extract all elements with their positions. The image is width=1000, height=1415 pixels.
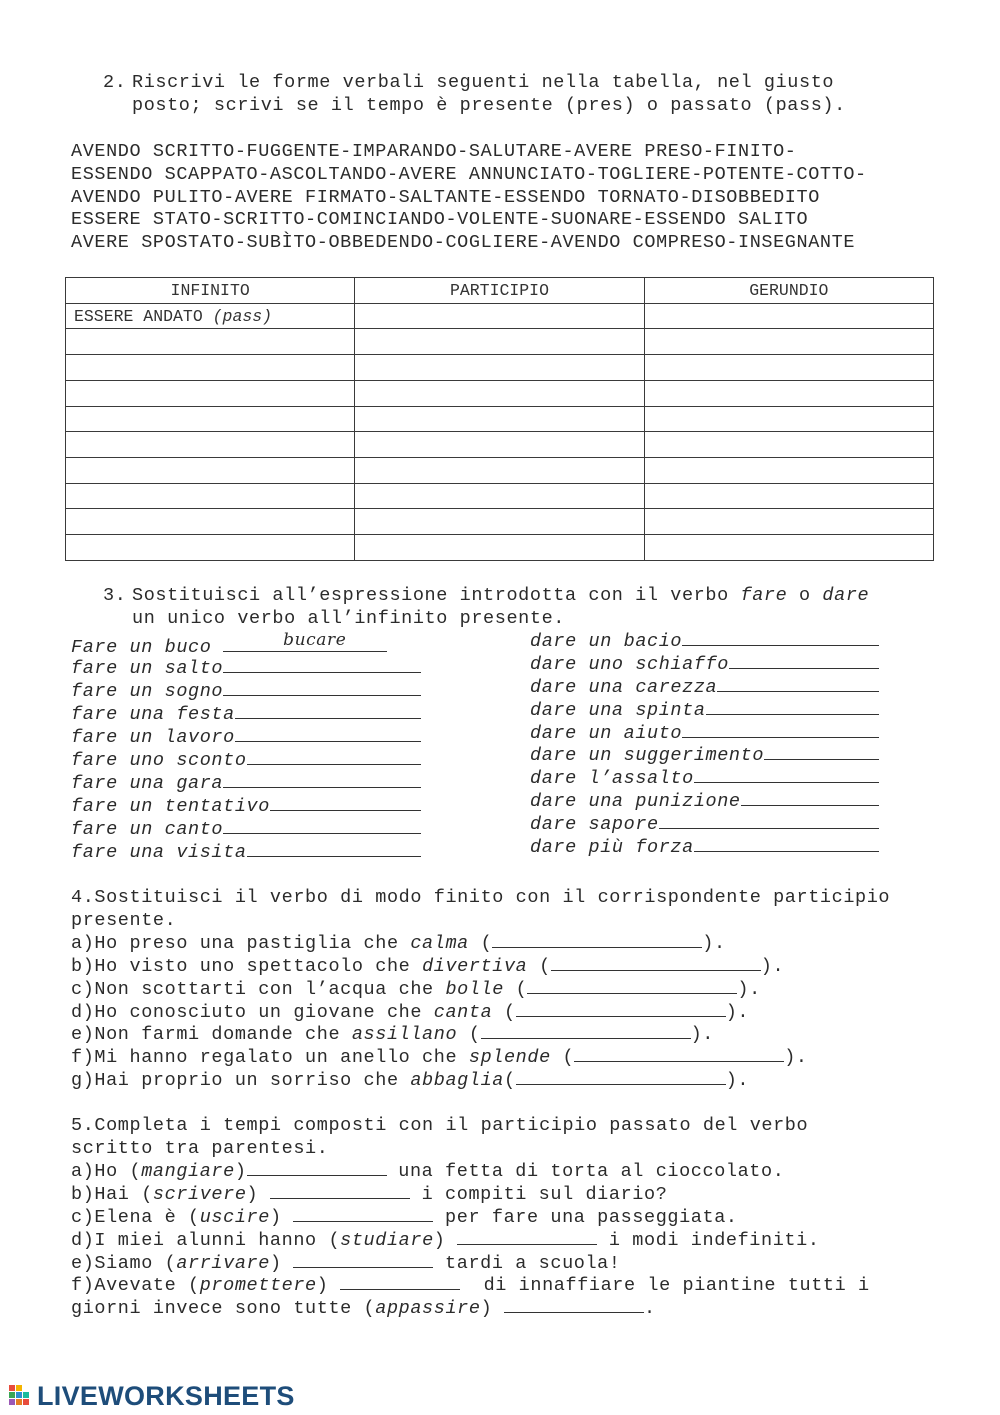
paren-close: ). bbox=[702, 933, 726, 954]
finite-verb: canta bbox=[433, 1002, 493, 1023]
infinitive-verb: arrivare bbox=[176, 1253, 270, 1274]
expression-text: fare un salto bbox=[71, 658, 224, 679]
answer-blank[interactable] bbox=[574, 1046, 784, 1062]
answer-blank[interactable] bbox=[223, 630, 387, 652]
sentence-text: di innaffiare le piantine tutti i bbox=[460, 1275, 870, 1296]
paren-open: ( bbox=[527, 956, 551, 977]
expression-text: fare uno sconto bbox=[71, 750, 247, 771]
ex3-right-item bbox=[530, 813, 879, 836]
answer-blank[interactable] bbox=[516, 1069, 726, 1085]
ex3-left-item bbox=[71, 680, 421, 703]
answer-blank[interactable] bbox=[659, 813, 879, 829]
answer-blank[interactable] bbox=[729, 653, 879, 669]
paren-open: ( bbox=[503, 979, 528, 1000]
sentence-text: i modi indefiniti. bbox=[597, 1230, 820, 1251]
ex4-title-line2: presente. bbox=[71, 910, 177, 931]
table-cell[interactable] bbox=[66, 406, 355, 432]
sentence-text: c)Non scottarti con l’acqua che bbox=[71, 979, 446, 1000]
header-gerundio: GERUNDIO bbox=[644, 278, 933, 304]
sentence-text: f)Mi hanno regalato un anello che bbox=[71, 1047, 469, 1068]
ex5-item bbox=[71, 1160, 784, 1183]
ex3-right-item bbox=[530, 676, 879, 699]
infinitive-verb: promettere bbox=[199, 1275, 317, 1296]
ex4-item bbox=[71, 978, 761, 1001]
table-cell[interactable] bbox=[355, 303, 644, 329]
answer-blank[interactable] bbox=[481, 1023, 691, 1039]
paren-close: ) bbox=[480, 1298, 504, 1319]
answer-blank[interactable] bbox=[223, 772, 421, 788]
expression-text: dare uno schiaffo bbox=[530, 654, 729, 675]
table-cell[interactable] bbox=[355, 329, 644, 355]
ex5-title-line2: scritto tra parentesi. bbox=[71, 1138, 329, 1159]
ex2-words-line3: AVENDO PULITO-AVERE FIRMATO-SALTANTE-ESSENDO TORNATO-DISOBBEDITO bbox=[71, 187, 820, 208]
paren-open: ( bbox=[468, 933, 493, 954]
expression-text: fare un tentativo bbox=[71, 796, 270, 817]
expression-text: dare un bacio bbox=[530, 631, 683, 652]
ex2-words-line2: ESSENDO SCAPPATO-ASCOLTANDO-AVERE ANNUNCIATO-TOGLIERE-POTENTE-COTTO- bbox=[71, 164, 867, 185]
ex3-right-item bbox=[530, 722, 879, 745]
answer-blank[interactable] bbox=[293, 1206, 433, 1222]
table-cell[interactable] bbox=[66, 509, 355, 535]
sentence-text: e)Siamo ( bbox=[71, 1253, 177, 1274]
sentence-text: giorni invece sono tutte ( bbox=[71, 1298, 376, 1319]
sentence-text: per fare una passeggiata. bbox=[433, 1207, 738, 1228]
ex2-words-line4: ESSERE STATO-SCRITTO-COMINCIANDO-VOLENTE-SUONARE-ESSENDO SALITO bbox=[71, 209, 809, 230]
ex5-item bbox=[71, 1206, 738, 1229]
sentence-text: a)Ho preso una pastiglia che bbox=[71, 933, 411, 954]
ex5-item bbox=[71, 1252, 621, 1275]
ex3-instruction-line1 bbox=[132, 584, 869, 607]
ex3-right-item bbox=[530, 767, 879, 790]
table-cell[interactable] bbox=[644, 535, 933, 561]
table-cell[interactable] bbox=[644, 406, 933, 432]
table-cell[interactable] bbox=[644, 329, 933, 355]
answer-blank[interactable] bbox=[516, 1001, 726, 1017]
finite-verb: abbaglia bbox=[410, 1070, 504, 1091]
ex5-item bbox=[71, 1297, 656, 1320]
ex4-item bbox=[71, 955, 784, 978]
answer-blank[interactable] bbox=[223, 680, 421, 696]
finite-verb: splende bbox=[468, 1047, 551, 1068]
sentence-text: b)Hai ( bbox=[71, 1184, 153, 1205]
answer-blank[interactable] bbox=[270, 1183, 410, 1199]
paren-close: ). bbox=[725, 1070, 750, 1091]
infinitive-verb: studiare bbox=[340, 1230, 434, 1251]
answer-blank[interactable] bbox=[247, 841, 421, 857]
expression-text: dare una carezza bbox=[530, 677, 718, 698]
answer-blank[interactable] bbox=[694, 836, 879, 852]
answer-blank[interactable] bbox=[682, 630, 879, 646]
answer-blank[interactable] bbox=[717, 676, 879, 692]
sentence-text: i compiti sul diario? bbox=[409, 1184, 668, 1205]
expression-text: dare sapore bbox=[530, 814, 659, 835]
table-cell[interactable] bbox=[644, 483, 933, 509]
table-cell[interactable] bbox=[66, 483, 355, 509]
expression-text: fare una gara bbox=[71, 773, 224, 794]
expression-text: dare una spinta bbox=[530, 700, 706, 721]
sentence-text: tardi a scuola! bbox=[433, 1253, 621, 1274]
table-cell[interactable] bbox=[355, 483, 644, 509]
paren-close: ) bbox=[269, 1253, 294, 1274]
table-cell[interactable] bbox=[355, 406, 644, 432]
answer-blank[interactable] bbox=[293, 1252, 433, 1268]
ex5-item bbox=[71, 1274, 870, 1297]
ex3-left-item bbox=[71, 726, 421, 749]
ex2-number: 2. bbox=[103, 72, 127, 93]
paren-close: ) bbox=[316, 1275, 341, 1296]
table-cell[interactable] bbox=[355, 432, 644, 458]
ex3-right-item bbox=[530, 790, 879, 813]
infinitive-verb: appassire bbox=[375, 1298, 481, 1319]
answer-blank[interactable] bbox=[247, 1160, 387, 1176]
ex3-right-item bbox=[530, 836, 879, 859]
answer-blank[interactable] bbox=[764, 744, 879, 760]
ex3-left-item bbox=[71, 841, 421, 864]
ex3-left-item bbox=[71, 749, 421, 772]
table-cell[interactable] bbox=[355, 458, 644, 484]
answer-blank[interactable] bbox=[527, 978, 737, 994]
expression-text: dare una punizione bbox=[530, 791, 741, 812]
ex3-dare-word: dare bbox=[822, 585, 870, 606]
table-cell[interactable] bbox=[355, 355, 644, 381]
paren-close: ) bbox=[433, 1230, 458, 1251]
finite-verb: assillano bbox=[351, 1024, 458, 1045]
infinitive-verb: scrivere bbox=[152, 1184, 247, 1205]
answer-blank[interactable] bbox=[340, 1274, 460, 1290]
answer-blank[interactable] bbox=[247, 749, 421, 765]
table-cell[interactable] bbox=[66, 380, 355, 406]
table-cell[interactable] bbox=[355, 509, 644, 535]
paren-close: ). bbox=[737, 979, 761, 1000]
sentence-text: b)Ho visto uno spettacolo che bbox=[71, 956, 423, 977]
ex4-item bbox=[71, 1023, 714, 1046]
sentence-text: e)Non farmi domande che bbox=[71, 1024, 352, 1045]
period: . bbox=[643, 1298, 656, 1319]
sentence-text: g)Hai proprio un sorriso che bbox=[71, 1070, 411, 1091]
paren-close: ) bbox=[269, 1207, 294, 1228]
table-cell[interactable] bbox=[644, 458, 933, 484]
table-cell[interactable] bbox=[355, 535, 644, 561]
ex3-right-item bbox=[530, 630, 879, 653]
paren-open: ( bbox=[550, 1047, 575, 1068]
expression-text: dare l’assalto bbox=[530, 768, 694, 789]
sentence-text: d)I miei alunni hanno ( bbox=[71, 1230, 341, 1251]
table-cell[interactable] bbox=[644, 432, 933, 458]
ex3-right-item bbox=[530, 744, 879, 767]
answer-blank[interactable] bbox=[492, 932, 702, 948]
ex3-left-item bbox=[71, 657, 421, 680]
answer-blank[interactable] bbox=[741, 790, 879, 806]
example-cell bbox=[66, 303, 355, 329]
paren-close: ). bbox=[760, 956, 785, 977]
expression-text: fare una festa bbox=[71, 704, 235, 725]
expression-text: dare un suggerimento bbox=[530, 745, 765, 766]
sentence-text: d)Ho conosciuto un giovane che bbox=[71, 1002, 434, 1023]
expression-text: fare un sogno bbox=[71, 681, 224, 702]
table-cell[interactable] bbox=[644, 380, 933, 406]
ex4-title-line1: 4.Sostituisci il verbo di modo finito con il corrispondente participio bbox=[71, 887, 891, 908]
paren-close: ) bbox=[234, 1161, 247, 1182]
ex2-words-line1: AVENDO SCRITTO-FUGGENTE-IMPARANDO-SALUTARE-AVERE PRESO-FINITO- bbox=[71, 141, 797, 162]
paren-close: ). bbox=[784, 1047, 808, 1068]
paren-close: ) bbox=[246, 1184, 270, 1205]
sentence-text: a)Ho ( bbox=[71, 1161, 142, 1182]
liveworksheets-logo bbox=[8, 1378, 295, 1414]
ex3-instr-mid: o bbox=[787, 585, 823, 606]
finite-verb: calma bbox=[410, 933, 469, 954]
table-cell[interactable] bbox=[355, 380, 644, 406]
ex3-left-item bbox=[71, 630, 387, 659]
expression-text: fare una visita bbox=[71, 842, 247, 863]
answer-blank[interactable] bbox=[457, 1229, 597, 1245]
ex3-right-item bbox=[530, 699, 879, 722]
ex2-words-line5: AVERE SPOSTATO-SUBÌTO-OBBEDENDO-COGLIERE-AVENDO COMPRESO-INSEGNANTE bbox=[71, 232, 856, 253]
paren-close: ). bbox=[725, 1002, 750, 1023]
ex3-left-item bbox=[71, 772, 421, 795]
ex4-item bbox=[71, 1046, 808, 1069]
ex3-fare-word: fare bbox=[740, 585, 788, 606]
answer-blank[interactable] bbox=[235, 703, 421, 719]
table-cell[interactable] bbox=[66, 535, 355, 561]
table-cell[interactable] bbox=[66, 355, 355, 381]
expression-text: fare un lavoro bbox=[71, 727, 235, 748]
example-tag: (pass) bbox=[212, 306, 273, 326]
answer-blank[interactable] bbox=[223, 657, 421, 673]
ex3-instruction-line2: un unico verbo all’infinito presente. bbox=[132, 608, 565, 629]
sentence-text: una fetta di torta al cioccolato. bbox=[386, 1161, 785, 1182]
example-answer: bucare bbox=[283, 630, 347, 650]
sentence-text: f)Avevate ( bbox=[71, 1275, 200, 1296]
ex2-instruction-line1: Riscrivi le forme verbali seguenti nella tabella, nel giusto bbox=[132, 72, 835, 93]
answer-blank[interactable] bbox=[694, 767, 879, 783]
ex4-item bbox=[71, 1001, 749, 1024]
ex3-instr-text: Sostituisci all’espressione introdotta con il verbo bbox=[132, 585, 741, 606]
paren-open: ( bbox=[492, 1002, 516, 1023]
sentence-text: c)Elena è ( bbox=[71, 1207, 200, 1228]
verb-forms-table bbox=[65, 277, 934, 561]
ex3-left-item bbox=[71, 703, 421, 726]
expression-text: Fare un buco bbox=[71, 637, 224, 658]
ex5-item bbox=[71, 1229, 820, 1252]
liveworksheets-logo-icon bbox=[8, 1382, 34, 1410]
answer-blank[interactable] bbox=[551, 955, 761, 971]
ex3-right-item bbox=[530, 653, 879, 676]
expression-text: dare più forza bbox=[530, 837, 694, 858]
answer-blank[interactable] bbox=[270, 795, 421, 811]
ex3-left-item bbox=[71, 818, 421, 841]
expression-text: dare un aiuto bbox=[530, 723, 683, 744]
answer-blank[interactable] bbox=[223, 818, 421, 834]
table-cell[interactable] bbox=[66, 329, 355, 355]
ex2-instruction-line2: posto; scrivi se il tempo è presente (pres) o passato (pass). bbox=[132, 95, 846, 116]
table-cell[interactable] bbox=[66, 432, 355, 458]
answer-blank[interactable] bbox=[504, 1297, 644, 1313]
infinitive-verb: uscire bbox=[199, 1207, 270, 1228]
infinitive-verb: mangiare bbox=[141, 1161, 235, 1182]
example-infinito: ESSERE ANDATO bbox=[74, 306, 203, 326]
table-cell[interactable] bbox=[66, 458, 355, 484]
ex4-item bbox=[71, 1069, 749, 1092]
header-infinito: INFINITO bbox=[66, 278, 355, 304]
answer-blank[interactable] bbox=[706, 699, 879, 715]
answer-blank[interactable] bbox=[235, 726, 421, 742]
header-participio: PARTICIPIO bbox=[355, 278, 644, 304]
answer-blank[interactable] bbox=[682, 722, 879, 738]
ex3-number: 3. bbox=[103, 585, 127, 606]
paren-open: ( bbox=[503, 1070, 516, 1091]
finite-verb: divertiva bbox=[422, 956, 528, 977]
table-cell[interactable] bbox=[644, 303, 933, 329]
expression-text: fare un canto bbox=[71, 819, 224, 840]
ex4-item bbox=[71, 932, 726, 955]
finite-verb: bolle bbox=[445, 979, 504, 1000]
logo-text: LIVEWORKSHEETS bbox=[37, 1380, 295, 1411]
ex5-title-line1: 5.Completa i tempi composti con il participio passato del verbo bbox=[71, 1115, 809, 1136]
paren-close: ). bbox=[690, 1024, 714, 1045]
table-cell[interactable] bbox=[644, 509, 933, 535]
ex5-item bbox=[71, 1183, 667, 1206]
ex3-left-item bbox=[71, 795, 421, 818]
table-cell[interactable] bbox=[644, 355, 933, 381]
paren-open: ( bbox=[457, 1024, 481, 1045]
